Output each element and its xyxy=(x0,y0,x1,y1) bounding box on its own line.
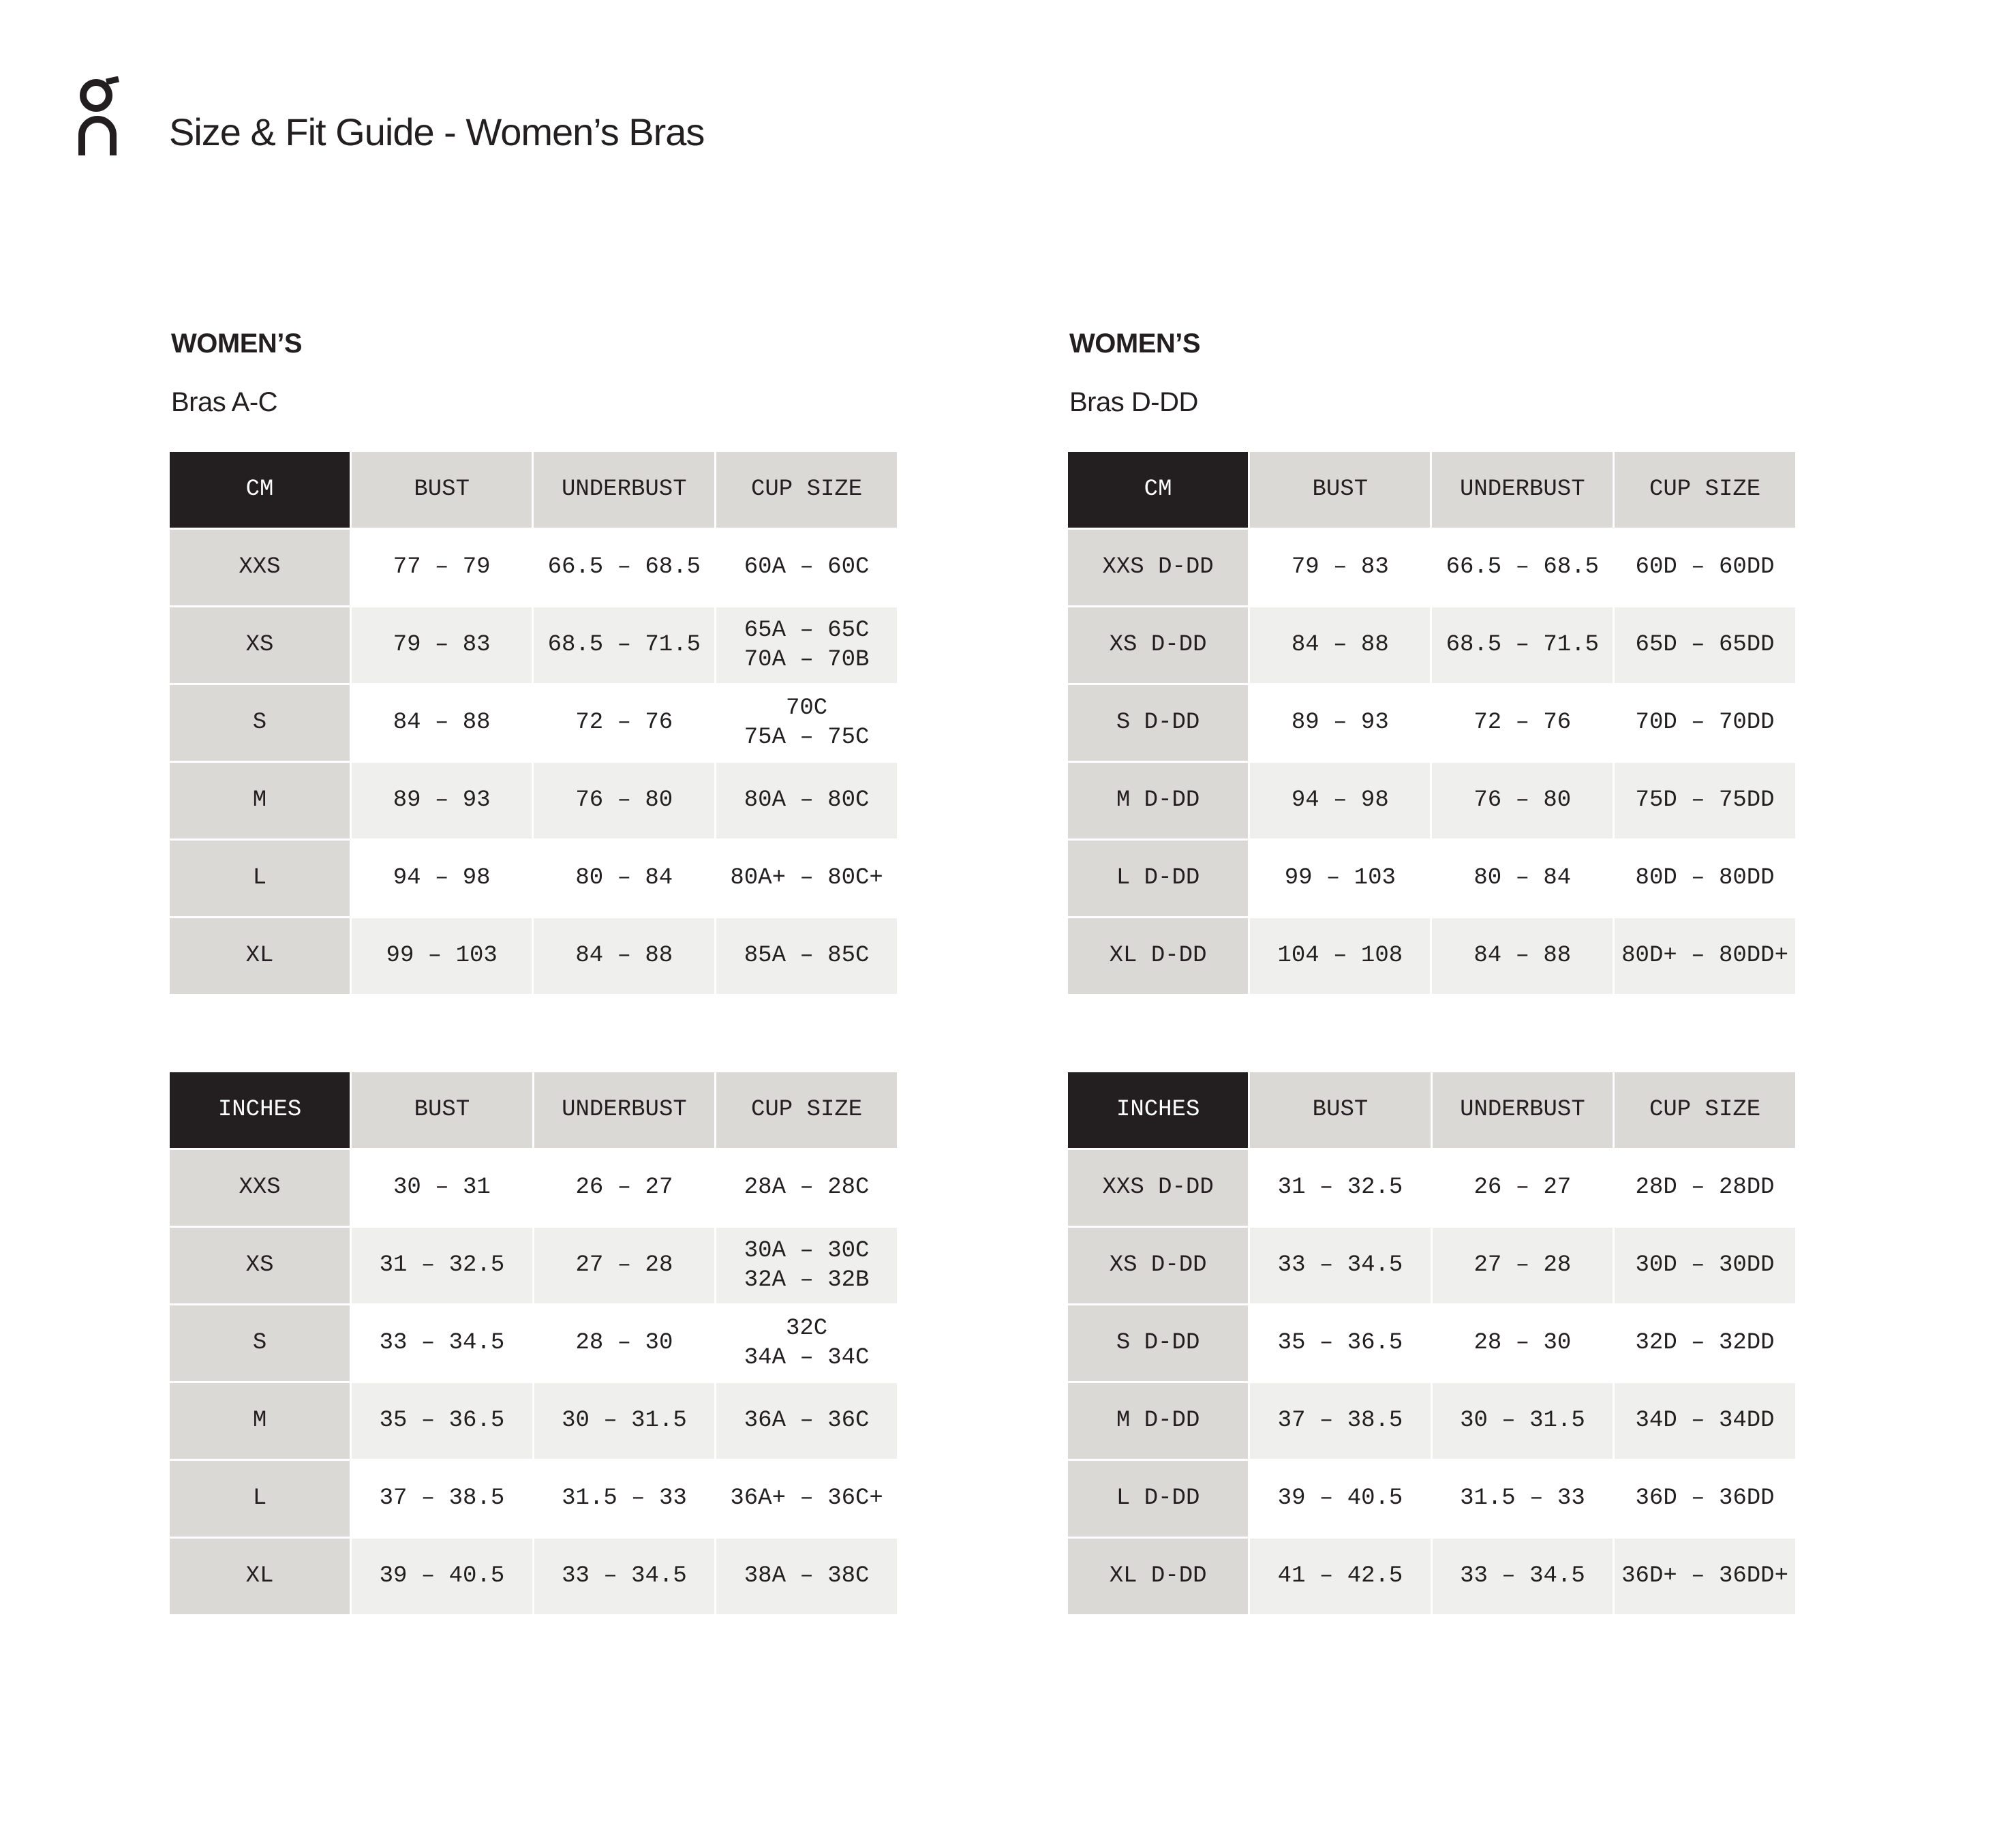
column-header-cell: BUST xyxy=(1250,1072,1430,1148)
size-label-cell: S D-DD xyxy=(1068,1305,1248,1381)
column-header-cell: UNDERBUST xyxy=(534,452,714,528)
size-label-cell: L D-DD xyxy=(1068,841,1248,916)
size-label-cell: L D-DD xyxy=(1068,1461,1248,1537)
table-body xyxy=(1068,1150,1795,1614)
underbust-cell: 33 – 34.5 xyxy=(1433,1539,1613,1614)
size-label-cell: XS D-DD xyxy=(1068,1228,1248,1303)
bust-cell: 35 – 36.5 xyxy=(352,1383,532,1459)
table-header xyxy=(170,1072,897,1148)
bust-cell: 89 – 93 xyxy=(1250,685,1430,761)
bust-cell: 41 – 42.5 xyxy=(1250,1539,1430,1614)
size-label-cell: XS D-DD xyxy=(1068,607,1248,683)
underbust-cell: 84 – 88 xyxy=(534,918,714,994)
size-label-cell: XL xyxy=(170,1539,350,1614)
page-title: Size & Fit Guide - Women’s Bras xyxy=(169,110,705,153)
underbust-cell: 72 – 76 xyxy=(1432,685,1613,761)
underbust-cell: 80 – 84 xyxy=(534,841,714,916)
underbust-cell: 76 – 80 xyxy=(1432,763,1613,838)
underbust-cell: 72 – 76 xyxy=(534,685,714,761)
cup-size-cell: 70C 75A – 75C xyxy=(716,685,897,761)
header-row xyxy=(1068,1072,1795,1148)
bust-cell: 31 – 32.5 xyxy=(1250,1150,1430,1226)
table-row xyxy=(170,918,897,994)
section-heading: WOMEN’S xyxy=(171,329,303,359)
size-label-cell: XXS xyxy=(170,530,350,605)
table-row xyxy=(1068,1305,1795,1381)
cup-size-cell: 60D – 60DD xyxy=(1615,530,1795,605)
underbust-cell: 68.5 – 71.5 xyxy=(534,607,714,683)
bust-cell: 84 – 88 xyxy=(352,685,532,761)
cup-size-cell: 75D – 75DD xyxy=(1615,763,1795,838)
underbust-cell: 66.5 – 68.5 xyxy=(1432,530,1613,605)
cup-size-cell: 80A – 80C xyxy=(716,763,897,838)
unit-header-cell: INCHES xyxy=(170,1072,350,1148)
size-label-cell: XL D-DD xyxy=(1068,1539,1248,1614)
unit-header-cell: INCHES xyxy=(1068,1072,1248,1148)
column-header-cell: BUST xyxy=(352,1072,532,1148)
bust-cell: 39 – 40.5 xyxy=(352,1539,532,1614)
underbust-cell: 27 – 28 xyxy=(534,1228,715,1303)
table-body xyxy=(1068,530,1795,994)
underbust-cell: 76 – 80 xyxy=(534,763,714,838)
bust-cell: 99 – 103 xyxy=(352,918,532,994)
cup-size-cell: 65A – 65C 70A – 70B xyxy=(716,607,897,683)
column-header-cell: CUP SIZE xyxy=(716,1072,897,1148)
table-row xyxy=(170,607,897,683)
cup-size-cell: 65D – 65DD xyxy=(1615,607,1795,683)
underbust-cell: 26 – 27 xyxy=(534,1150,715,1226)
underbust-cell: 33 – 34.5 xyxy=(534,1539,715,1614)
column-header-cell: UNDERBUST xyxy=(534,1072,715,1148)
underbust-cell: 80 – 84 xyxy=(1432,841,1613,916)
section-subheading: Bras A-C xyxy=(171,387,278,417)
table-row xyxy=(170,685,897,761)
underbust-cell: 30 – 31.5 xyxy=(534,1383,715,1459)
size-label-cell: M xyxy=(170,763,350,838)
underbust-cell: 27 – 28 xyxy=(1433,1228,1613,1303)
table-row xyxy=(1068,841,1795,916)
table-row xyxy=(1068,1150,1795,1226)
bust-cell: 30 – 31 xyxy=(352,1150,532,1226)
size-label-cell: S xyxy=(170,685,350,761)
bust-cell: 99 – 103 xyxy=(1250,841,1430,916)
bust-cell: 37 – 38.5 xyxy=(1250,1383,1430,1459)
bust-cell: 35 – 36.5 xyxy=(1250,1305,1430,1381)
bust-cell: 33 – 34.5 xyxy=(1250,1228,1430,1303)
table-header xyxy=(170,452,897,528)
bust-cell: 94 – 98 xyxy=(352,841,532,916)
unit-header-cell: CM xyxy=(1068,452,1248,528)
cup-size-cell: 80A+ – 80C+ xyxy=(716,841,897,916)
size-label-cell: L xyxy=(170,1461,350,1537)
table-header xyxy=(1068,1072,1795,1148)
header-row xyxy=(170,1072,897,1148)
size-table-cm xyxy=(1066,450,1797,996)
bust-cell: 84 – 88 xyxy=(1250,607,1430,683)
bust-cell: 77 – 79 xyxy=(352,530,532,605)
bust-cell: 79 – 83 xyxy=(1250,530,1430,605)
size-label-cell: XL xyxy=(170,918,350,994)
cup-size-cell: 80D – 80DD xyxy=(1615,841,1795,916)
cup-size-cell: 30D – 30DD xyxy=(1615,1228,1795,1303)
table-row xyxy=(1068,685,1795,761)
cup-size-cell: 30A – 30C 32A – 32B xyxy=(716,1228,897,1303)
column-header-cell: CUP SIZE xyxy=(716,452,897,528)
size-table-inches xyxy=(1066,1070,1797,1616)
size-label-cell: XS xyxy=(170,607,350,683)
size-label-cell: XXS D-DD xyxy=(1068,530,1248,605)
bust-cell: 79 – 83 xyxy=(352,607,532,683)
bust-cell: 94 – 98 xyxy=(1250,763,1430,838)
size-table-cm xyxy=(168,450,899,996)
size-label-cell: M D-DD xyxy=(1068,1383,1248,1459)
bust-cell: 104 – 108 xyxy=(1250,918,1430,994)
underbust-cell: 28 – 30 xyxy=(534,1305,715,1381)
size-label-cell: M D-DD xyxy=(1068,763,1248,838)
size-label-cell: XL D-DD xyxy=(1068,918,1248,994)
cup-size-cell: 36A+ – 36C+ xyxy=(716,1461,897,1537)
column-header-cell: CUP SIZE xyxy=(1615,1072,1795,1148)
table-body xyxy=(170,1150,897,1614)
table-row xyxy=(170,1539,897,1614)
cup-size-cell: 60A – 60C xyxy=(716,530,897,605)
bust-cell: 31 – 32.5 xyxy=(352,1228,532,1303)
size-label-cell: XS xyxy=(170,1228,350,1303)
table-row xyxy=(1068,1539,1795,1614)
table-row xyxy=(170,763,897,838)
bust-cell: 37 – 38.5 xyxy=(352,1461,532,1537)
cup-size-cell: 28A – 28C xyxy=(716,1150,897,1226)
table-row xyxy=(1068,530,1795,605)
cup-size-cell: 36D – 36DD xyxy=(1615,1461,1795,1537)
table-row xyxy=(170,1383,897,1459)
bust-cell: 39 – 40.5 xyxy=(1250,1461,1430,1537)
size-label-cell: L xyxy=(170,841,350,916)
header-row xyxy=(170,452,897,528)
column-header-cell: UNDERBUST xyxy=(1433,1072,1613,1148)
underbust-cell: 68.5 – 71.5 xyxy=(1432,607,1613,683)
cup-size-cell: 28D – 28DD xyxy=(1615,1150,1795,1226)
section-subheading: Bras D-DD xyxy=(1069,387,1198,417)
size-label-cell: XXS xyxy=(170,1150,350,1226)
size-label-cell: S xyxy=(170,1305,350,1381)
cup-size-cell: 36A – 36C xyxy=(716,1383,897,1459)
table-row xyxy=(1068,607,1795,683)
underbust-cell: 26 – 27 xyxy=(1433,1150,1613,1226)
cup-size-cell: 80D+ – 80DD+ xyxy=(1615,918,1795,994)
table-row xyxy=(170,1228,897,1303)
table-row xyxy=(170,530,897,605)
underbust-cell: 31.5 – 33 xyxy=(534,1461,715,1537)
cup-size-cell: 38A – 38C xyxy=(716,1539,897,1614)
on-logo-icon xyxy=(76,76,120,157)
underbust-cell: 28 – 30 xyxy=(1433,1305,1613,1381)
size-label-cell: XXS D-DD xyxy=(1068,1150,1248,1226)
table-row xyxy=(170,1305,897,1381)
underbust-cell: 84 – 88 xyxy=(1432,918,1613,994)
column-header-cell: BUST xyxy=(352,452,532,528)
table-row xyxy=(170,841,897,916)
column-header-cell: BUST xyxy=(1250,452,1430,528)
table-row xyxy=(1068,1461,1795,1537)
underbust-cell: 31.5 – 33 xyxy=(1433,1461,1613,1537)
column-header-cell: UNDERBUST xyxy=(1432,452,1613,528)
size-table-inches xyxy=(168,1070,899,1616)
section-heading: WOMEN’S xyxy=(1069,329,1201,359)
table-header xyxy=(1068,452,1795,528)
underbust-cell: 66.5 – 68.5 xyxy=(534,530,714,605)
table-row xyxy=(1068,1383,1795,1459)
table-row xyxy=(1068,1228,1795,1303)
cup-size-cell: 36D+ – 36DD+ xyxy=(1615,1539,1795,1614)
unit-header-cell: CM xyxy=(170,452,350,528)
cup-size-cell: 32C 34A – 34C xyxy=(716,1305,897,1381)
cup-size-cell: 34D – 34DD xyxy=(1615,1383,1795,1459)
cup-size-cell: 85A – 85C xyxy=(716,918,897,994)
cup-size-cell: 32D – 32DD xyxy=(1615,1305,1795,1381)
cup-size-cell: 70D – 70DD xyxy=(1615,685,1795,761)
table-row xyxy=(1068,763,1795,838)
table-row xyxy=(170,1461,897,1537)
table-row xyxy=(170,1150,897,1226)
size-label-cell: S D-DD xyxy=(1068,685,1248,761)
table-row xyxy=(1068,918,1795,994)
column-header-cell: CUP SIZE xyxy=(1615,452,1795,528)
bust-cell: 89 – 93 xyxy=(352,763,532,838)
size-label-cell: M xyxy=(170,1383,350,1459)
underbust-cell: 30 – 31.5 xyxy=(1433,1383,1613,1459)
bust-cell: 33 – 34.5 xyxy=(352,1305,532,1381)
header-row xyxy=(1068,452,1795,528)
table-body xyxy=(170,530,897,994)
